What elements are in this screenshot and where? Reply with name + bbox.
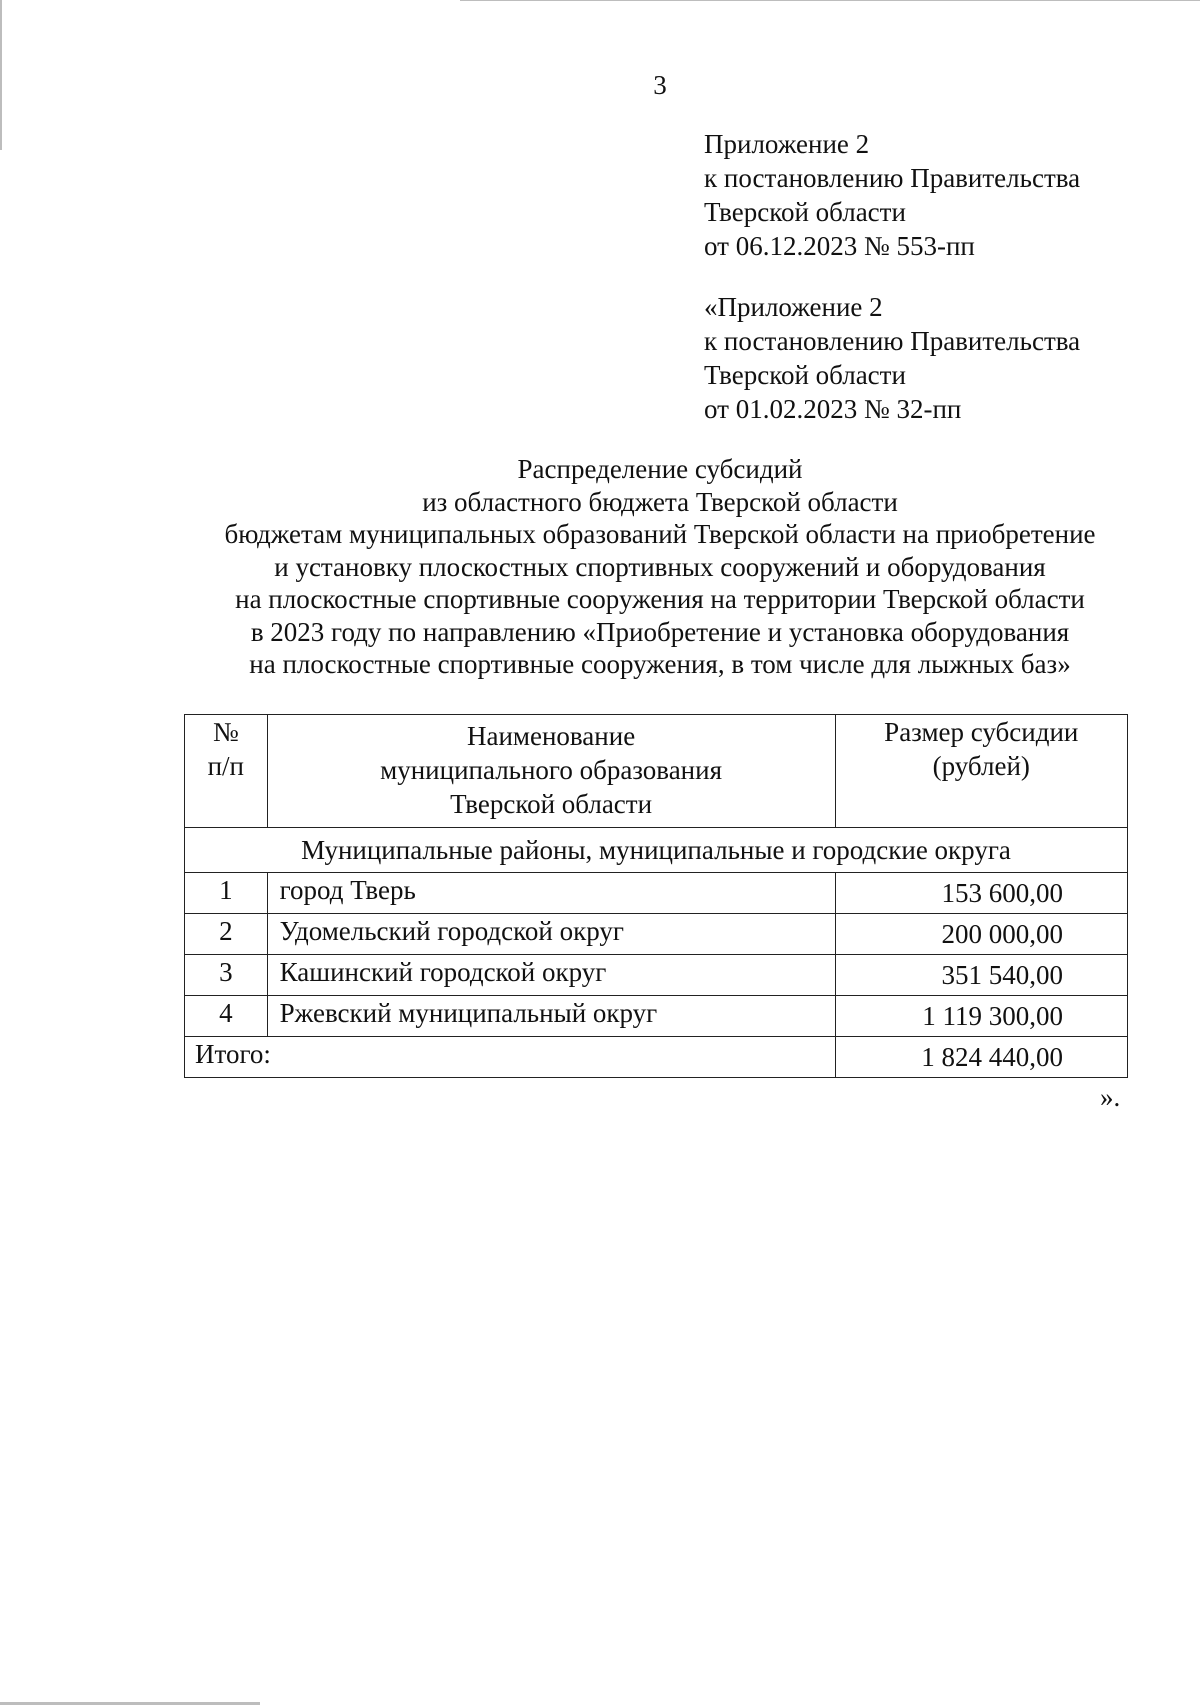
- total-label: Итого:: [185, 1037, 836, 1078]
- title-line: и установку плоскостных спортивных сооружений и оборудования: [274, 551, 1046, 582]
- total-row: [185, 1037, 1128, 1078]
- title-line: бюджетам муниципальных образований Тверской области на приобретение: [224, 519, 1096, 549]
- page-number: 3: [653, 70, 667, 100]
- scan-edge-top: [460, 0, 1200, 1]
- header-municipality-line: Наименование: [466, 721, 636, 751]
- total-amount: 1 824 440,00: [835, 1037, 1127, 1078]
- row-municipality: Кашинский городской округ: [267, 955, 835, 996]
- document-title: [150, 453, 1170, 681]
- row-number: 3: [185, 955, 268, 996]
- header-municipality: [267, 715, 835, 828]
- row-amount: 200 000,00: [835, 914, 1127, 955]
- row-number: 2: [185, 914, 268, 955]
- header-amount-line: (рублей): [932, 751, 1030, 781]
- appendix-new-line: к постановлению Правительства: [704, 163, 1081, 193]
- section-title: Муниципальные районы, муниципальные и городские округа: [185, 828, 1128, 873]
- appendix-new-line: Тверской области: [704, 197, 906, 227]
- header-number-line: №: [212, 717, 239, 747]
- appendix-old-line: к постановлению Правительства: [704, 326, 1081, 356]
- header-amount-line: Размер субсидии: [884, 717, 1079, 747]
- header-number: [185, 715, 268, 828]
- row-number: 1: [185, 873, 268, 914]
- row-municipality: Ржевский муниципальный округ: [267, 996, 835, 1037]
- section-row: [185, 828, 1128, 873]
- table-row: [185, 914, 1128, 955]
- table-header-row: [185, 715, 1128, 828]
- row-amount: 1 119 300,00: [835, 996, 1127, 1037]
- appendix-reference-new: [704, 127, 1080, 263]
- row-amount: 153 600,00: [835, 873, 1127, 914]
- table-row: [185, 996, 1128, 1037]
- appendix-new-line: от 06.12.2023 № 553-пп: [704, 231, 975, 261]
- table-row: [185, 873, 1128, 914]
- row-amount: 351 540,00: [835, 955, 1127, 996]
- title-line: на плоскостные спортивные сооружения на территории Тверской области: [235, 584, 1085, 614]
- appendix-old-line: от 01.02.2023 № 32-пп: [704, 394, 962, 424]
- title-line: из областного бюджета Тверской области: [422, 486, 898, 517]
- title-line: на плоскостные спортивные сооружения, в том числе для лыжных баз»: [249, 649, 1071, 679]
- subsidy-table: [184, 714, 1128, 1078]
- row-number: 4: [185, 996, 268, 1037]
- header-municipality-line: Тверской области: [450, 789, 653, 819]
- title-line: в 2023 году по направлению «Приобретение и установка оборудования: [250, 616, 1070, 647]
- appendix-new-line: Приложение 2: [704, 129, 870, 159]
- appendix-old-line: «Приложение 2: [704, 292, 883, 322]
- table-row: [185, 955, 1128, 996]
- header-municipality-line: муниципального образования: [380, 755, 723, 785]
- row-municipality: город Тверь: [267, 873, 835, 914]
- appendix-reference-old: [704, 290, 1080, 426]
- header-amount: [835, 715, 1127, 828]
- row-municipality: Удомельский городской округ: [267, 914, 835, 955]
- header-number-line: п/п: [207, 751, 245, 781]
- appendix-old-line: Тверской области: [704, 360, 906, 390]
- title-line: Распределение субсидий: [517, 454, 803, 484]
- closing-quote-mark: ».: [1100, 1082, 1121, 1112]
